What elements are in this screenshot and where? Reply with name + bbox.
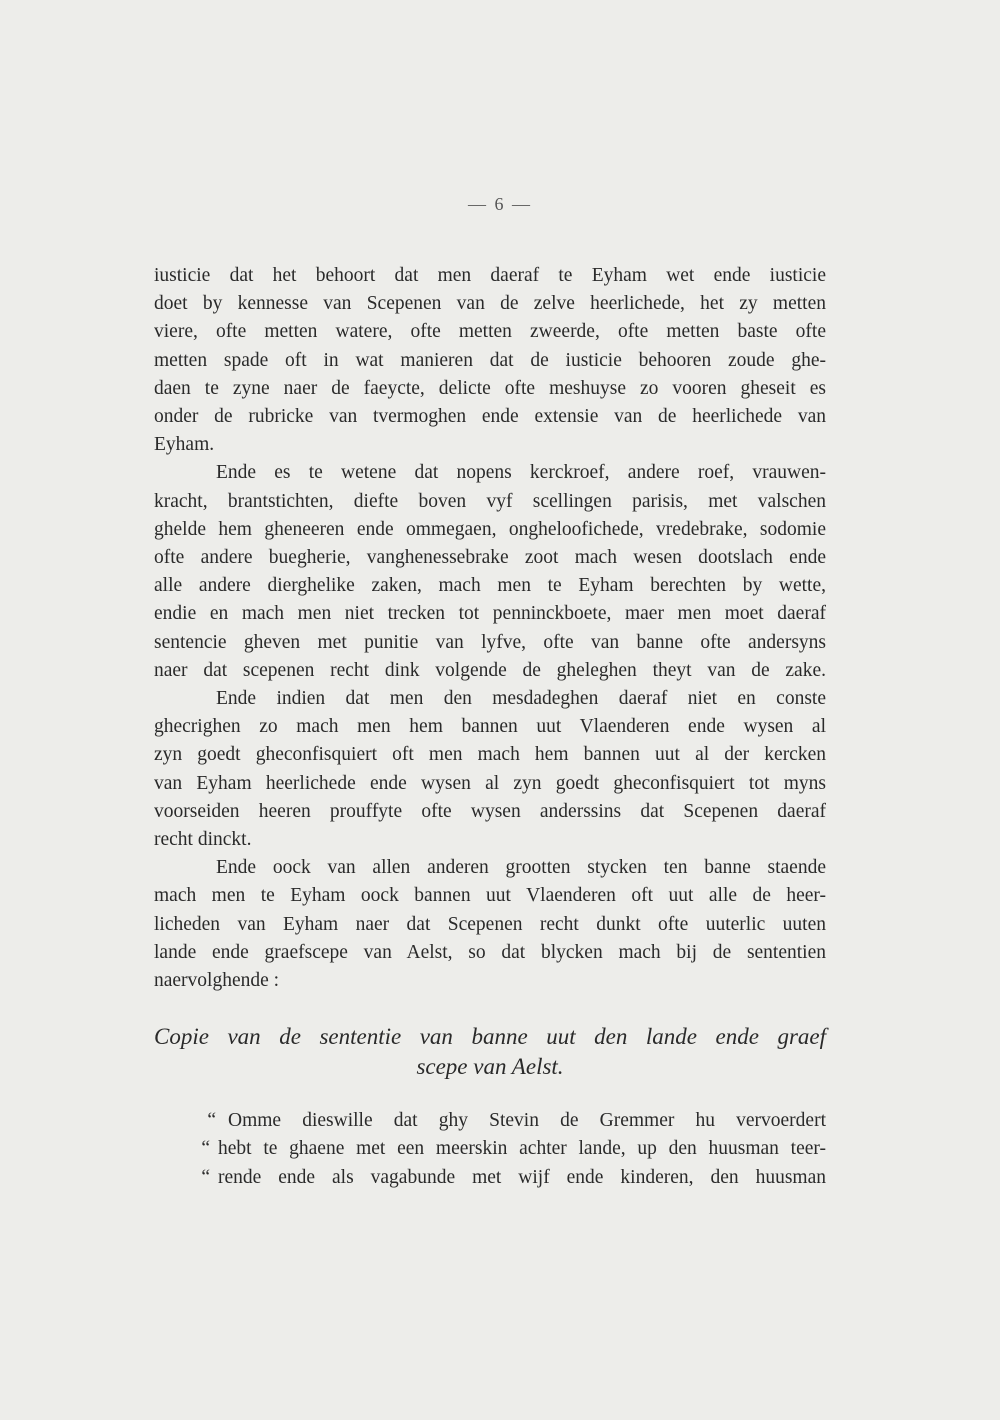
quote-mark: “ xyxy=(201,1138,210,1160)
text-line: iusticie dat het behoort dat men daeraf te Eyham wet ende iusticie xyxy=(154,265,826,286)
text-line: ofte andere buegherie, vanghenessebrake zoot mach wesen dootslach ende xyxy=(154,547,826,569)
text-line: mach men te Eyham oock bannen uut Vlaenderen oft uut alle de heer- xyxy=(154,885,826,907)
quote-line xyxy=(154,1107,826,1135)
text-line: recht dinckt. xyxy=(154,829,252,851)
text-line: voorseiden heeren prouffyte ofte wysen anderssins dat Scepenen daeraf xyxy=(154,800,826,822)
text-line: doet by kennesse van Scepenen van de zelve heerlichede, het zy metten xyxy=(154,293,826,315)
text-line: licheden van Eyham naer dat Scepenen recht dunkt ofte uuterlic uuten xyxy=(154,913,826,935)
body-text xyxy=(154,262,826,995)
text-line: endie en mach men niet trecken tot penninckboete, maer men moet daeraf xyxy=(154,603,826,625)
text-line: Ende indien dat men den mesdadeghen daeraf niet en conste xyxy=(216,688,826,710)
quoted-sentence xyxy=(154,1107,826,1192)
text-line: Ende oock van allen anderen grootten stycken ten banne staende xyxy=(216,857,826,879)
text-line: metten spade oft in wat manieren dat de iusticie behooren zoude ghe- xyxy=(154,349,826,371)
paragraph-2 xyxy=(154,459,826,685)
quote-text: Omme dieswille dat ghy Stevin de Gremmer hu vervoerdert xyxy=(228,1110,826,1131)
page-number: — 6 — xyxy=(468,194,532,214)
paragraph-1 xyxy=(154,262,826,459)
quote-line xyxy=(154,1135,826,1163)
text-line: lande ende graefscepe van Aelst, so dat blycken mach bij de sententien xyxy=(154,941,826,963)
text-line: ghecrighen zo mach men hem bannen uut Vlaenderen ende wysen al xyxy=(154,716,826,738)
text-line: zyn goedt gheconfisquiert oft men mach hem bannen uut al der kercken xyxy=(154,744,826,766)
text-line: Ende es te wetene dat nopens kerckroef, andere roef, vrauwen- xyxy=(216,462,826,484)
text-line: alle andere dierghelike zaken, mach men te Eyham berechten by wette, xyxy=(154,575,826,597)
text-line: viere, ofte metten watere, ofte metten zweerde, ofte metten baste ofte xyxy=(154,321,826,343)
text-line: van Eyham heerlichede ende wysen al zyn goedt gheconfisquiert tot myns xyxy=(154,772,826,794)
heading-line: scepe van Aelst. xyxy=(416,1054,564,1079)
quote-mark: “ xyxy=(207,1110,216,1131)
text-line: Eyham. xyxy=(154,434,215,456)
text-line: kracht, brantstichten, diefte boven vyf scellingen parisis, met valschen xyxy=(154,490,826,512)
text-line: ghelde hem gheneeren ende ommegaen, ongheloofichede, vredebrake, sodomie xyxy=(154,518,826,540)
paragraph-4 xyxy=(154,854,826,995)
text-line: naervolghende : xyxy=(154,970,280,992)
text-line: naer dat scepenen recht dink volgende de gheleghen theyt van de zake. xyxy=(154,659,826,681)
text-line: daen te zyne naer de faeycte, delicte ofte meshuyse zo vooren gheseit es xyxy=(154,377,826,399)
quote-text: rende ende als vagabunde met wijf ende kinderen, den huusman xyxy=(218,1166,826,1188)
text-line: sentencie gheven met punitie van lyfve, ofte van banne ofte andersyns xyxy=(154,631,826,653)
quote-mark: “ xyxy=(201,1166,210,1188)
section-heading xyxy=(154,1022,826,1082)
quote-text: hebt te ghaene met een meerskin achter lande, up den huusman teer- xyxy=(218,1138,826,1160)
heading-line: Copie van de sententie van banne uut den lande ende graef xyxy=(154,1024,826,1049)
text-line: onder de rubricke van tvermoghen ende extensie van de heerlichede van xyxy=(154,406,826,428)
paragraph-3 xyxy=(154,685,826,854)
quote-line xyxy=(154,1164,826,1192)
